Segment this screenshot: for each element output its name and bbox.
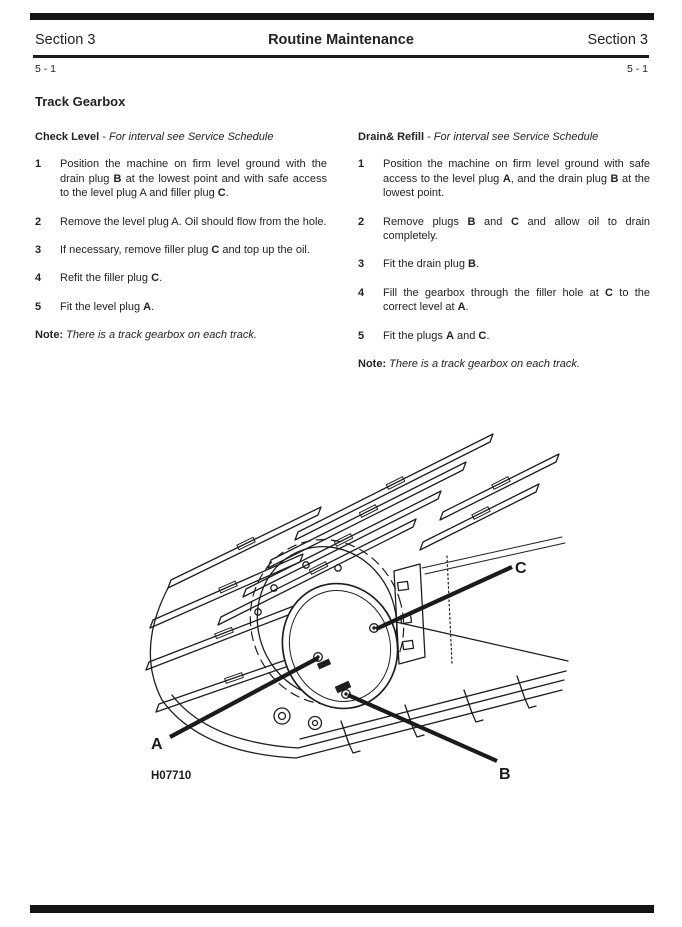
note xyxy=(35,328,327,342)
track-shoe-bar xyxy=(146,604,299,670)
step-number: 2 xyxy=(358,215,365,228)
page-title: Track Gearbox xyxy=(35,94,126,109)
track-shoe-slot xyxy=(472,507,490,520)
gearbox-cover xyxy=(266,568,413,723)
step-text: Fill the gearbox through the filler hole at C to the correct level at A. xyxy=(383,286,650,314)
page-number-right: 5 - 1 xyxy=(626,63,648,75)
step-number: 2 xyxy=(35,215,42,228)
note xyxy=(358,357,650,371)
figure-label-a: A xyxy=(151,736,163,753)
column-heading xyxy=(358,130,650,144)
sprocket-ring xyxy=(229,520,425,725)
track-wrap-bottom xyxy=(162,695,298,758)
track-shoe-slot xyxy=(359,505,377,518)
step-item xyxy=(35,243,327,257)
leader-line-b xyxy=(348,695,497,761)
heading-sep: - xyxy=(99,131,109,143)
track-shoe-bar xyxy=(218,519,416,625)
step-item xyxy=(358,257,650,271)
step-number: 3 xyxy=(358,258,365,271)
heading-italic: For interval see Service Schedule xyxy=(108,131,274,143)
step-item xyxy=(358,157,650,200)
step-number: 1 xyxy=(358,158,365,171)
step-text: Fit the plugs A and C. xyxy=(383,329,490,342)
flange-bolt xyxy=(335,565,341,571)
track-shoe-slot xyxy=(225,673,244,684)
note-label: Note: xyxy=(35,329,64,342)
track-shoe-bar xyxy=(420,484,539,550)
track-shoe-slot xyxy=(237,537,255,549)
note-text: There is a track gearbox on each track. xyxy=(386,358,580,371)
gearbox-cover-rim xyxy=(275,577,405,714)
step-item xyxy=(35,157,327,200)
header-title: Routine Maintenance xyxy=(268,32,414,48)
heading-italic: For interval see Service Schedule xyxy=(433,131,599,143)
leader-line-a xyxy=(170,658,318,737)
track-shoe-slot xyxy=(215,627,234,638)
step-number: 1 xyxy=(35,158,42,171)
header-section-left: Section 3 xyxy=(35,32,96,48)
flange-bolt xyxy=(271,585,277,591)
track-shoe-slot xyxy=(219,581,237,593)
step-text: If necessary, remove filler plug C and top up the oil. xyxy=(60,244,310,257)
track-shoe-bar xyxy=(150,554,303,628)
track-shoe-slot xyxy=(309,562,327,575)
track-rollers xyxy=(274,708,322,730)
step-text: Position the machine on firm level ground with the drain plug B at the lowest point and with safe access to the level plug A and filler plug C. xyxy=(60,158,327,200)
cover-marking xyxy=(335,681,352,693)
plug-c xyxy=(370,624,379,633)
note-label: Note: xyxy=(358,358,387,371)
step-item xyxy=(35,215,327,229)
step-item xyxy=(358,286,650,315)
header-rule xyxy=(33,55,649,58)
page-number-left: 5 - 1 xyxy=(35,63,57,75)
step-item xyxy=(35,271,327,285)
step-text: Remove plugs B and C and allow oil to drain completely. xyxy=(383,215,651,243)
track-shoe-slot xyxy=(492,477,510,490)
track-shoe-bar xyxy=(168,507,321,588)
track-shoe-bar xyxy=(156,652,309,712)
top-black-bar xyxy=(30,13,654,20)
step-list xyxy=(358,157,650,343)
header-section-right: Section 3 xyxy=(587,32,648,48)
bottom-track-run xyxy=(296,671,566,758)
step-list xyxy=(35,157,327,314)
step-number: 5 xyxy=(35,300,42,313)
figure-label-b: B xyxy=(499,766,511,783)
step-number: 3 xyxy=(35,244,42,257)
figure-caption: H07710 xyxy=(151,770,192,782)
track-shoes xyxy=(146,434,559,712)
track-shoe-bar xyxy=(243,491,441,597)
step-item xyxy=(358,215,650,244)
flange-ring xyxy=(238,528,416,715)
flange-bolt xyxy=(303,562,309,568)
track-drawing xyxy=(146,434,568,761)
figure-label-c: C xyxy=(515,560,527,577)
step-number: 5 xyxy=(358,329,365,342)
heading-bold: Check Level xyxy=(35,131,100,143)
step-number: 4 xyxy=(358,286,365,299)
step-text: Refit the filler plug C. xyxy=(60,272,163,285)
bottom-black-bar xyxy=(30,905,654,913)
track-shoe-bar xyxy=(268,462,466,568)
track-frame xyxy=(394,537,568,664)
track-wrap-edge xyxy=(150,588,168,700)
step-text: Position the machine on firm level ground with safe access to the level plug A, and the drain plug B at the lowest point. xyxy=(383,158,650,200)
leader-line-c xyxy=(376,567,512,629)
track-shoe-slot xyxy=(334,534,352,547)
cover-marking xyxy=(317,659,331,670)
note-text: There is a track gearbox on each track. xyxy=(63,329,257,342)
heading-sep: - xyxy=(424,131,434,143)
track-shoe-slot xyxy=(386,477,404,490)
step-item xyxy=(35,300,327,314)
step-number: 4 xyxy=(35,272,42,285)
step-item xyxy=(358,329,650,343)
plug-b xyxy=(342,690,351,699)
heading-bold: Drain& Refill xyxy=(358,131,425,143)
column-check-level xyxy=(35,130,327,382)
track-shoe-bar xyxy=(295,434,493,540)
step-text: Fit the level plug A. xyxy=(60,300,155,313)
procedure-columns xyxy=(35,130,651,382)
column-heading xyxy=(35,130,327,144)
column-drain-refill xyxy=(358,130,650,382)
plug-a xyxy=(314,653,323,662)
flange-bolt xyxy=(255,609,261,615)
step-text: Fit the drain plug B. xyxy=(383,258,480,271)
step-text: Remove the level plug A. Oil should flow from the hole. xyxy=(60,215,327,228)
track-shoe-bar xyxy=(440,454,559,520)
